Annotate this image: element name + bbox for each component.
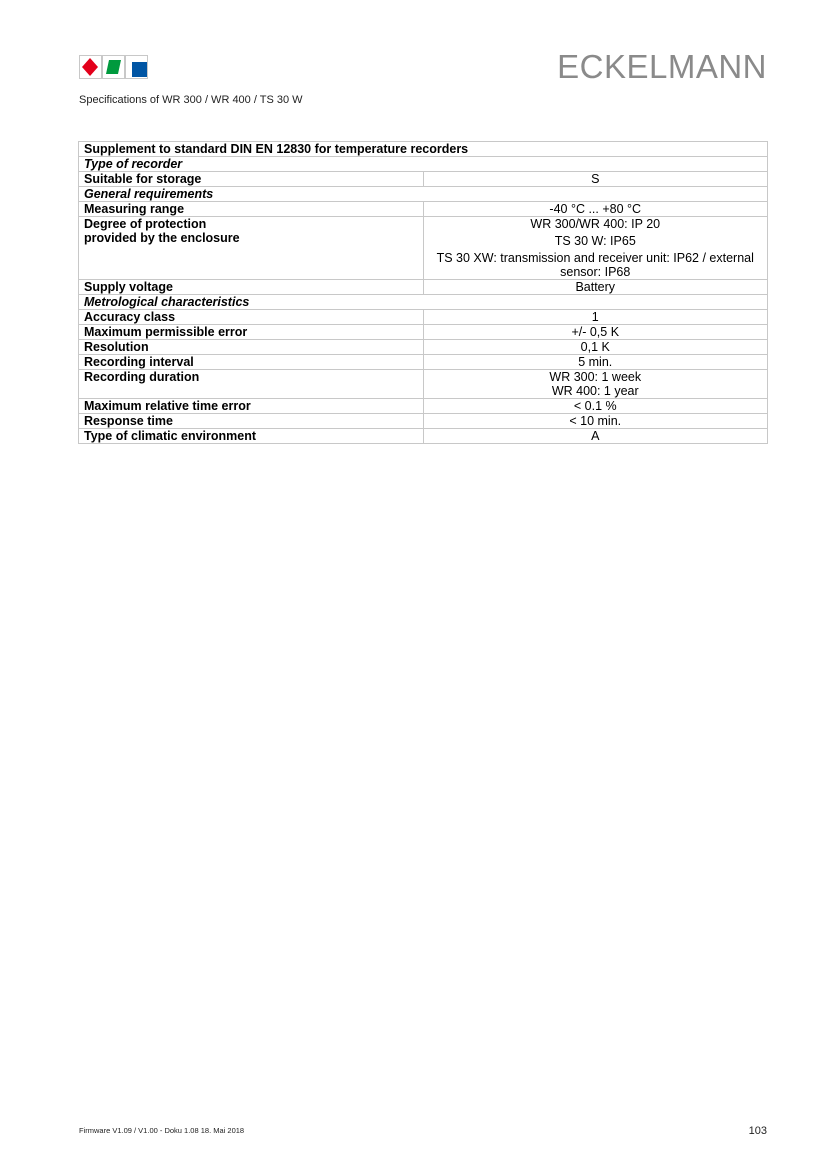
row-value: 1 [423, 310, 768, 325]
table-row [79, 414, 768, 429]
logo-green-parallelogram [106, 60, 121, 74]
protection-value-line-1: WR 300/WR 400: IP 20 [530, 217, 661, 231]
spec-table [78, 141, 768, 444]
section-type-of-recorder: Type of recorder [79, 157, 768, 172]
section-row [79, 295, 768, 310]
table-row [79, 280, 768, 295]
table-row [79, 399, 768, 414]
row-label: Type of climatic environment [79, 429, 424, 444]
table-row [79, 429, 768, 444]
page-number: 103 [748, 1125, 767, 1137]
row-value: -40 °C ... +80 °C [423, 202, 768, 217]
row-value: 0,1 K [423, 340, 768, 355]
table-row [79, 355, 768, 370]
table-row [79, 310, 768, 325]
brand-name: ECKELMANN [557, 48, 767, 85]
protection-value-line-3: TS 30 XW: transmission and receiver unit: IP62 / external sensor: IP68 [436, 251, 754, 279]
protection-label-line-1: Degree of protection [84, 217, 207, 231]
logo-blue-square [132, 62, 147, 77]
eckelmann-logo [79, 55, 149, 79]
protection-label-line-2: provided by the enclosure [84, 231, 240, 245]
table-row [79, 325, 768, 340]
row-label: Maximum permissible error [79, 325, 424, 340]
row-value: A [423, 429, 768, 444]
table-row [79, 202, 768, 217]
table-row [79, 340, 768, 355]
row-label: Resolution [79, 340, 424, 355]
table-row [79, 370, 768, 399]
row-label [79, 217, 424, 280]
table-row [79, 217, 768, 280]
section-row [79, 187, 768, 202]
row-value: < 0.1 % [423, 399, 768, 414]
logo-red-diamond [82, 58, 98, 76]
section-metrological: Metrological characteristics [79, 295, 768, 310]
row-value: +/- 0,5 K [423, 325, 768, 340]
table-title: Supplement to standard DIN EN 12830 for temperature recorders [79, 142, 768, 157]
table-row [79, 172, 768, 187]
row-label: Suitable for storage [79, 172, 424, 187]
row-label: Measuring range [79, 202, 424, 217]
protection-value-line-2: TS 30 W: IP65 [554, 234, 636, 248]
row-label: Maximum relative time error [79, 399, 424, 414]
row-value [423, 217, 768, 280]
section-row [79, 157, 768, 172]
row-value [423, 370, 768, 399]
row-value: Battery [423, 280, 768, 295]
row-label: Recording duration [79, 370, 424, 399]
table-header-row [79, 142, 768, 157]
duration-value-line-1: WR 300: 1 week [549, 370, 642, 384]
section-general-requirements: General requirements [79, 187, 768, 202]
row-label: Accuracy class [79, 310, 424, 325]
row-label: Recording interval [79, 355, 424, 370]
row-value: < 10 min. [423, 414, 768, 429]
row-label: Supply voltage [79, 280, 424, 295]
row-value: S [423, 172, 768, 187]
row-label: Response time [79, 414, 424, 429]
footer-version: Firmware V1.09 / V1.00 - Doku 1.08 18. Mai 2018 [79, 1126, 245, 1135]
duration-value-line-2: WR 400: 1 year [551, 384, 639, 398]
page-subtitle: Specifications of WR 300 / WR 400 / TS 30 W [79, 94, 303, 106]
row-value: 5 min. [423, 355, 768, 370]
